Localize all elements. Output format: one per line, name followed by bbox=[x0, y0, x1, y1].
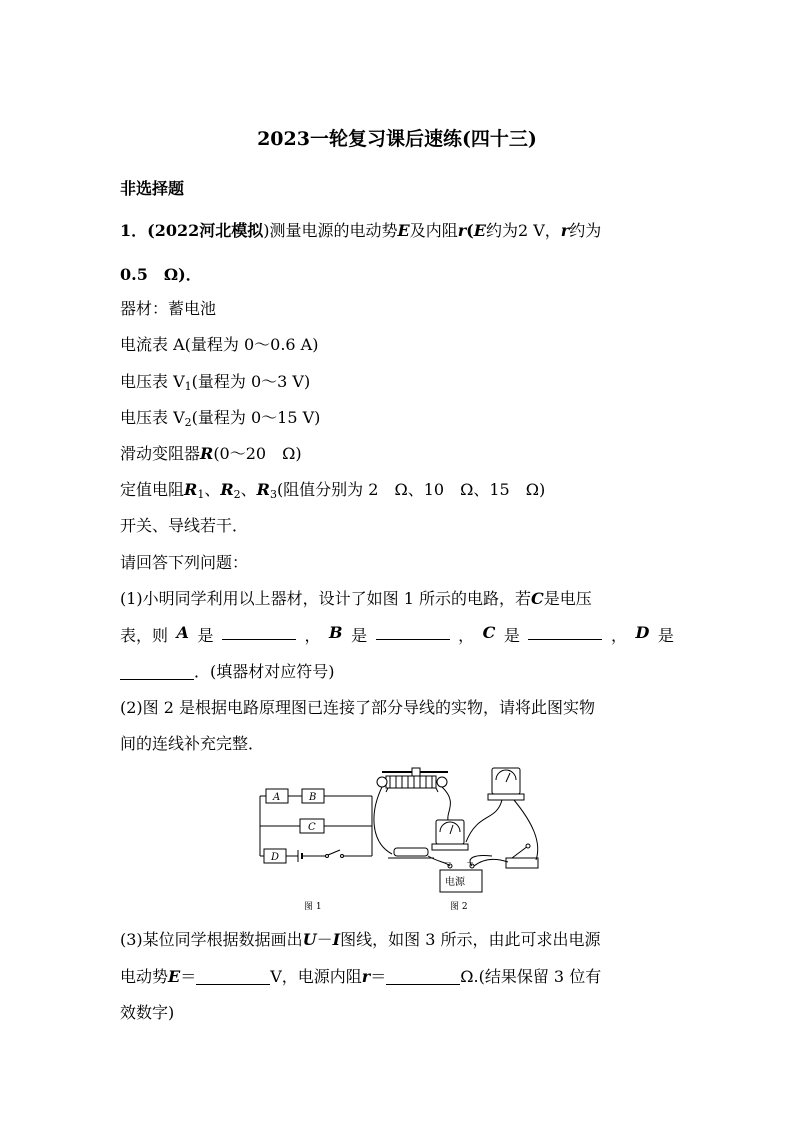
subscript: 2 bbox=[184, 416, 192, 429]
part-text: 表，则 bbox=[120, 626, 169, 645]
material-rheostat bbox=[120, 441, 302, 464]
figure-1-caption: 图 1 bbox=[304, 902, 322, 912]
material-text: 定值电阻 bbox=[120, 480, 185, 499]
page-title: 2023一轮复习课后速练(四十三) bbox=[257, 128, 537, 150]
part-text: Ω.(结果保留 3 位有 bbox=[460, 967, 602, 986]
var-r: R bbox=[184, 480, 198, 499]
answer-blank-a[interactable] bbox=[222, 623, 296, 640]
part-1-line-1 bbox=[120, 586, 592, 609]
meter-top bbox=[488, 768, 524, 800]
material-ammeter: 电流表 A(量程为 0～0.6 A) bbox=[120, 335, 319, 354]
part-1-line-2 bbox=[120, 623, 674, 646]
dash: － bbox=[316, 930, 333, 949]
material-text: 滑动变阻器 bbox=[120, 444, 201, 463]
label-b: B bbox=[309, 792, 317, 803]
stem-text: 及内阻 bbox=[409, 221, 458, 240]
power-label: 电源 bbox=[445, 877, 465, 888]
material-text: (阻值分别为 2 Ω、10 Ω、15 Ω) bbox=[276, 480, 546, 499]
question-1-stem-cont: 0.5 Ω)． bbox=[120, 265, 202, 284]
part-text: 是 bbox=[657, 626, 674, 645]
var-e: E bbox=[168, 967, 181, 986]
label-c: C bbox=[308, 822, 316, 833]
material-switch: 开关、导线若干． bbox=[120, 516, 249, 535]
material-fixed-resistors bbox=[120, 477, 545, 501]
wire bbox=[474, 859, 508, 866]
var-r: r bbox=[560, 221, 570, 240]
var-e: E bbox=[473, 221, 486, 240]
part-text: (3)某位同学根据数据画出 bbox=[120, 930, 303, 949]
wire bbox=[374, 787, 392, 854]
var-a: A bbox=[176, 623, 189, 642]
part-text: ．(填器材对应符号) bbox=[194, 662, 335, 681]
equals: ＝ bbox=[180, 967, 197, 986]
subscript: 1 bbox=[184, 380, 192, 393]
punct: ， bbox=[304, 626, 321, 645]
part-text: 图线，如图 3 所示，由此可求出电源 bbox=[340, 930, 601, 949]
answer-blank-emf[interactable] bbox=[196, 968, 270, 985]
answer-blank-d[interactable] bbox=[120, 663, 194, 680]
part-text: 是 bbox=[351, 626, 368, 645]
var-c: C bbox=[531, 589, 544, 608]
subscript: 2 bbox=[233, 488, 241, 501]
wire bbox=[514, 800, 538, 860]
var-r: R bbox=[256, 480, 270, 499]
figure-2-caption: 图 2 bbox=[450, 902, 468, 912]
prompt: 请回答下列问题： bbox=[120, 553, 249, 572]
var-r: R bbox=[200, 444, 214, 463]
label-d: D bbox=[271, 852, 280, 863]
equals: ＝ bbox=[370, 967, 387, 986]
answer-blank-b[interactable] bbox=[376, 623, 450, 640]
separator: 、 bbox=[240, 480, 257, 499]
subscript: 1 bbox=[197, 488, 205, 501]
material-voltmeter-1 bbox=[120, 369, 310, 393]
part-3-line-1 bbox=[120, 927, 600, 950]
stem-text: ( bbox=[466, 221, 474, 240]
part-text: (1)小明同学利用以上器材，设计了如图 1 所示的电路，若 bbox=[120, 589, 532, 608]
material-text: (量程为 0～15 V) bbox=[191, 408, 321, 427]
knife-switch bbox=[506, 844, 538, 868]
answer-blank-resistance[interactable] bbox=[386, 968, 460, 985]
part-text: 是电压 bbox=[543, 589, 592, 608]
var-b: B bbox=[329, 623, 343, 642]
part-text: 电动势 bbox=[120, 967, 169, 986]
material-battery: 器材：蓄电池 bbox=[120, 299, 217, 318]
part-1-line-3 bbox=[120, 659, 335, 682]
material-text: 电压表 V bbox=[120, 408, 185, 427]
part-2-line-1: (2)图 2 是根据电路原理图已连接了部分导线的实物，请将此图实物 bbox=[120, 698, 596, 717]
label-a: A bbox=[273, 792, 281, 803]
var-r: r bbox=[361, 967, 371, 986]
part-text: 是 bbox=[503, 626, 520, 645]
question-number: 1． bbox=[120, 221, 148, 240]
material-voltmeter-2 bbox=[120, 405, 320, 429]
separator: 、 bbox=[204, 480, 221, 499]
minus-sign: － bbox=[444, 858, 452, 867]
var-d: D bbox=[635, 623, 650, 642]
source-place: 河北模拟 bbox=[199, 221, 264, 240]
figure-2-apparatus bbox=[374, 768, 538, 892]
plus-sign: ＋ bbox=[466, 858, 474, 867]
var-i: I bbox=[332, 930, 341, 949]
switch-lever bbox=[328, 850, 340, 855]
circuit-svg bbox=[252, 762, 552, 914]
rheostat bbox=[377, 768, 448, 792]
answer-blank-c[interactable] bbox=[528, 623, 602, 640]
punct: ， bbox=[458, 626, 475, 645]
wire bbox=[466, 800, 502, 842]
stem-text: )测量电源的电动势 bbox=[263, 221, 398, 240]
part-3-line-3: 效数字) bbox=[120, 1003, 175, 1022]
meter-center bbox=[432, 820, 468, 850]
material-text: (量程为 0～3 V) bbox=[191, 372, 311, 391]
stem-text: 约为2 V， bbox=[485, 221, 561, 240]
var-r: R bbox=[220, 480, 234, 499]
var-c: C bbox=[482, 623, 496, 642]
part-3-line-2 bbox=[120, 964, 601, 987]
material-text: (0～20 Ω) bbox=[213, 444, 302, 463]
punct: ， bbox=[610, 626, 627, 645]
question-1-stem bbox=[120, 218, 601, 241]
var-e: E bbox=[397, 221, 410, 240]
stem-text: 约为 bbox=[569, 221, 602, 240]
source-year: (2022 bbox=[147, 221, 200, 240]
material-text: 电压表 V bbox=[120, 372, 185, 391]
var-r: r bbox=[457, 221, 467, 240]
subscript: 3 bbox=[269, 488, 277, 501]
part-text: 是 bbox=[197, 626, 214, 645]
var-u: U bbox=[302, 930, 317, 949]
circuit-figures bbox=[252, 762, 552, 914]
part-2-line-2: 间的连线补充完整． bbox=[120, 734, 265, 753]
wire bbox=[442, 787, 450, 820]
fixed-resistor bbox=[388, 848, 434, 858]
section-heading: 非选择题 bbox=[120, 179, 185, 198]
part-text: V，电源内阻 bbox=[270, 967, 362, 986]
